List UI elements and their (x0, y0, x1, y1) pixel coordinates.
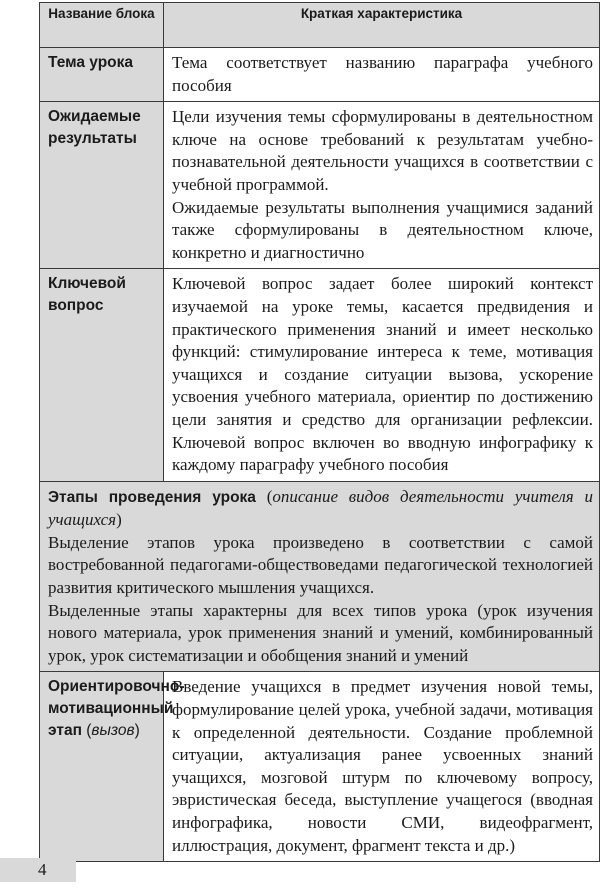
row-desc-lesson-topic: Тема соответствует названию параграфа учебного пособия (164, 48, 600, 102)
lesson-structure-table (39, 2, 600, 862)
row-desc-key-question: Ключевой вопрос задает более широкий контекст изучаемой на уроке темы, касается предвидения и практического применения знаний и имеет несколько функций: стимулирование интереса к теме, мотивация учащихся и создание ситуации вызова, ускорение усвоения учебного материала, ориентир по достижению цели занятия и средство для организации рефлексии. Ключевой вопрос включен во вводную инфографику к каждому параграфу учебного пособия (164, 269, 600, 481)
row-name-expected-results: Ожидаемые результаты (40, 102, 164, 269)
table-row (40, 102, 600, 269)
header-description: Краткая характеристика (164, 3, 600, 48)
table-row-stages (40, 481, 600, 672)
table-row (40, 672, 600, 862)
row-name-key-question: Ключевой вопрос (40, 269, 164, 481)
table-row (40, 48, 600, 102)
document-page (39, 2, 599, 862)
table-row (40, 269, 600, 481)
page-number: 4 (0, 858, 76, 882)
row-name-orientation-stage: Ориентировочно-мотивационный этап (вызов) (40, 672, 164, 862)
header-block-name: Название блока (40, 3, 164, 48)
stages-paragraph: Выделенные этапы характерны для всех типов урока (урок изучения нового материала, урок применения знаний и умений, комбинированный урок, урок систематизации и обобщения знаний и умений (48, 600, 593, 665)
stages-heading: Этапы проведения урока (описание видов деятельности учителя и учащихся) (48, 486, 593, 530)
row-desc-expected-results: Цели изучения темы сформулированы в деятельностном ключе на основе требований к результатам учебно-познавательной деятельности учащихся в соответствии с учебной программой. Ожидаемые результаты выполнения учащимися заданий также сформулированы в деятельностном ключе, конкретно и диагностично (164, 102, 600, 269)
stages-cell (40, 481, 600, 672)
row-name-lesson-topic: Тема урока (40, 48, 164, 102)
stages-paragraph: Выделение этапов урока произведено в соответствии с самой востребованной педагогами-обществоведами педагогической технологией развития критического мышления учащихся. (48, 532, 593, 598)
table-header-row (40, 3, 600, 48)
row-desc-orientation-stage: Введение учащихся в предмет изучения новой темы, формулирование целей урока, учебной задачи, мотивация к определенной деятельности. Создание проблемной ситуации, актуализация ранее усвоенных знаний учащихся, мозговой штурм по ключевому вопросу, эвристическая беседа, выступление учащегося (вводная инфографика, новости СМИ, видеофрагмент, иллюстрация, документ, фрагмент текста и др.) (164, 672, 600, 862)
